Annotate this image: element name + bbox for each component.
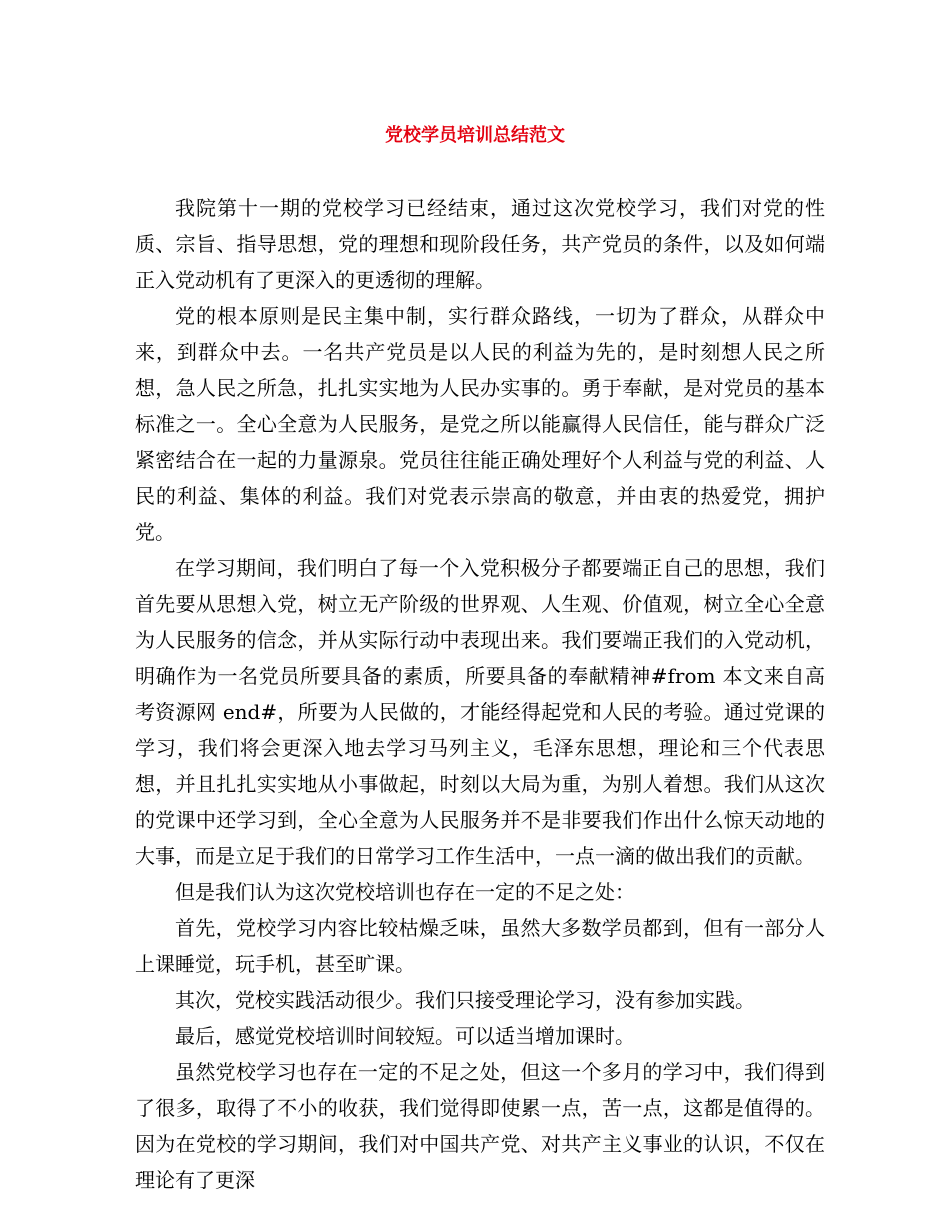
paragraph-3: 在学习期间，我们明白了每一个入党积极分子都要端正自己的思想，我们首先要从思想入党，树立无产阶级的世界观、人生观、价值观，树立全心全意为人民服务的信念，并从实际行动中表现出来。我们要端正我们的入党动机，明确作为一名党员所要具备的素质，所要具备的奉献精神#from 本文来自高考资源网 end#，所要为人民做的，才能经得起党和人民的考验。通过党课的学习，我们将会更深入地去学习马列主义，毛泽东思想，理论和三个代表思想，并且扎扎实实地从小事做起，时刻以大局为重，为别人着想。我们从这次的党课中还学习到，全心全意为人民服务并不是非要我们作出什么惊天动地的大事，而是立足于我们的日常学习工作生活中，一点一滴的做出我们的贡献。 <box>135 556 825 868</box>
paragraph-2: 党的根本原则是民主集中制，实行群众路线，一切为了群众，从群众中来，到群众中去。一名共产党员是以人民的利益为先的，是时刻想人民之所想，急人民之所急，扎扎实实地为人民办实事的。勇于奉献，是对党员的基本标准之一。全心全意为人民服务，是党之所以能赢得人民信任，能与群众广泛紧密结合在一起的力量源泉。党员往往能正确处理好个人利益与党的利益、人民的利益、集体的利益。我们对党表示崇高的敬意，并由衷的热爱党，拥护党。 <box>135 304 825 544</box>
paragraph-1: 我院第十一期的党校学习已经结束，通过这次党校学习，我们对党的性质、宗旨、指导思想，党的理想和现阶段任务，共产党员的条件，以及如何端正入党动机有了更深入的更透彻的理解。 <box>135 196 825 292</box>
document-title: 党校学员培训总结范文 <box>385 125 565 146</box>
document-body <box>135 190 825 1198</box>
paragraph-5: 首先，党校学习内容比较枯燥乏味，虽然大多数学员都到，但有一部分人上课睡觉，玩手机，甚至旷课。 <box>135 916 825 976</box>
paragraph-7: 最后，感觉党校培训时间较短。可以适当增加课时。 <box>175 1024 635 1048</box>
paragraph-6: 其次，党校实践活动很少。我们只接受理论学习，没有参加实践。 <box>175 988 755 1012</box>
paragraph-4: 但是我们认为这次党校培训也存在一定的不足之处： <box>175 880 635 904</box>
paragraph-8: 虽然党校学习也存在一定的不足之处，但这一个多月的学习中，我们得到了很多，取得了不小的收获，我们觉得即使累一点，苦一点，这都是值得的。因为在党校的学习期间，我们对中国共产党、对共产主义事业的认识，不仅在理论有了更深 <box>135 1060 825 1192</box>
